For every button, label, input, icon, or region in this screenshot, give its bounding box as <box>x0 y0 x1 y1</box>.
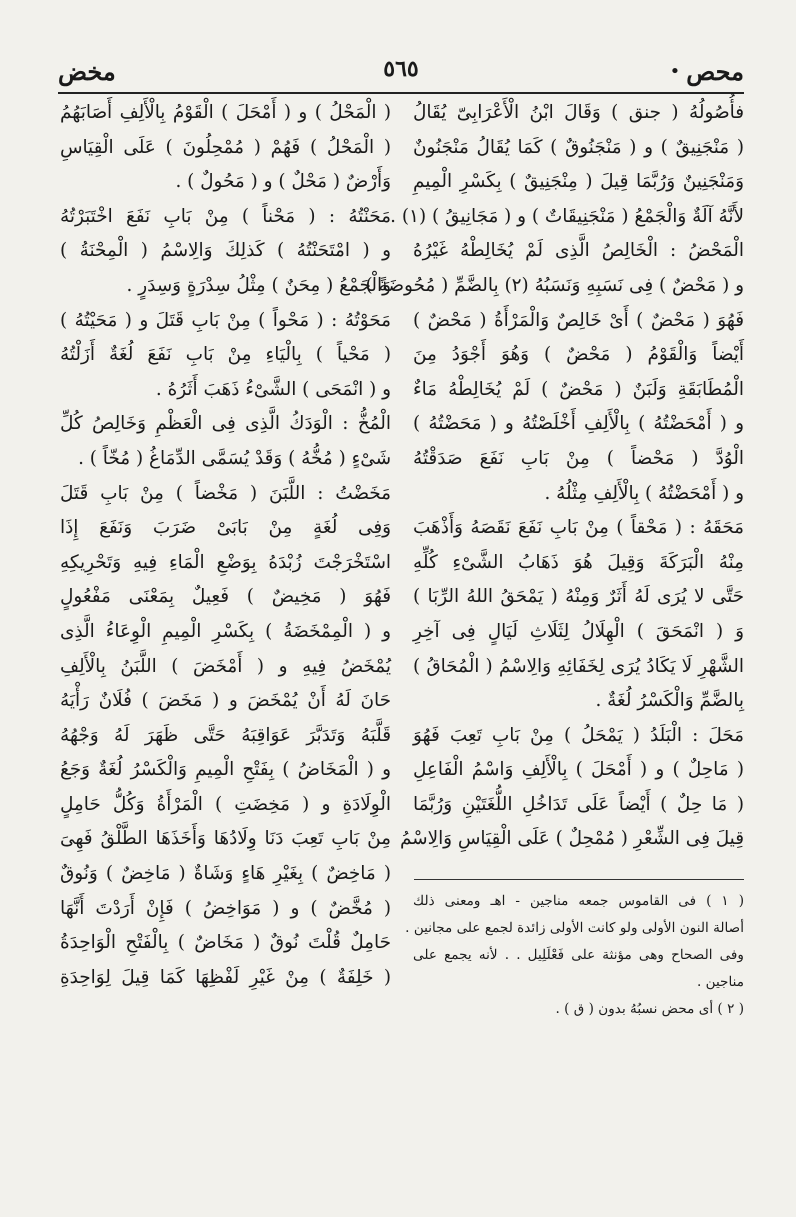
footnotes <box>405 888 744 1023</box>
text-line: وَأَرْضٌ ( مَحْلٌ ) و ( مَحُولٌ ) . <box>175 171 391 193</box>
header-word-right: محص <box>686 56 744 86</box>
text-line: ( مَاحِلٌ ) و ( أَمْحَلَ ) بِالْأَلِفِ وَاسْمُ الْفَاعِلِ <box>413 759 744 781</box>
text-line: اسْتَخْرَجْتَ زُبْدَهُ بِوَضْعِ الْمَاءِ فِيهِ وَتَحْرِيكِهِ <box>60 551 391 573</box>
text-line: حَامِلٌ قُلْتَ نُوقٌ ( مَخَاضٌ ) بِالْفَتْحِ الْوَاحِدَةُ <box>60 932 391 954</box>
footnote-divider <box>414 879 744 880</box>
text-line: مِنْهُ الْبَرَكَةَ وَقِيلَ هُوَ ذَهَابُ الشَّىْءِ كُلِّهِ <box>413 551 744 573</box>
text-line: الْمُخُّ : الْوَدَكُ الَّذِى فِى الْعَظْمِ وَخَالِصُ كُلِّ <box>60 413 391 435</box>
text-line: ( الْمَحْلُ ) فَهُمْ ( مُمْحِلُونَ ) عَلَى الْقِيَاسِ <box>60 136 391 158</box>
text-line: مَخَضْتُ : اللَّبَنَ ( مَخْضاً ) مِنْ بَابِ قَتَلَ <box>60 482 391 504</box>
text-line: أَيْضاً وَالْقَوْمُ ( مَحْضٌ ) وَهُوَ أَجْوَدُ مِنَ <box>413 344 744 366</box>
text-line: الْمَحْضُ : الْخَالِصُ الَّذِى لَمْ يُخَالِطْهُ غَيْرُهُ <box>413 240 744 262</box>
text-line: شَىْءٍ ( مُخُّهُ ) وَقَدْ يُسَمَّى الدِّمَاغُ ( مُخّاً ) . <box>78 447 391 469</box>
text-line: فأُصُولُهُ ( جنق ) وَقَالَ ابْنُ الْأَعْرَابِىّ يُقَالُ <box>413 102 744 123</box>
text-line: يُمْخَضُ فِيهِ و ( أَمْخَضَ ) اللَّبَنُ بِالْأَلِفِ <box>60 655 391 677</box>
text-line: الْوِلَادَةِ و ( مَخِضَتِ ) الْمَرْأَةُ وَكُلُّ حَامِلٍ <box>60 793 391 815</box>
left-column <box>60 96 391 1023</box>
text-line: بِالضَّمِّ وَالْكَسْرُ لُغَةٌ . <box>595 690 744 712</box>
text-line: قِيلَ فِى الشِّعْرِ ( مُمْحِلٌ ) عَلَى الْقِيَاسِ وَالِاسْمُ <box>399 828 744 850</box>
text-line: حَانَ لَهُ أَنْ يُمْخَضَ و ( مَخَضَ ) فُلَانٌ رَأْيَهُ <box>60 690 391 712</box>
footnote-line: مناجين . <box>696 974 744 991</box>
page-header <box>58 50 744 94</box>
text-line: مَحَنْتُهُ : ( مَحْناً ) مِنْ بَابِ نَفَعَ اخْتَبَرْتُهُ <box>60 205 391 227</box>
text-line: وَالْجَمْعُ ( مِحَنٌ ) مِثْلُ سِدْرَةٍ وَسِدَرٍ . <box>126 274 391 296</box>
page-number: ٥٦٥ <box>383 56 419 82</box>
text-line: وَفِى لُغَةٍ مِنْ بَابَىْ ضَرَبَ وَنَفَعَ إِذَا <box>60 517 391 539</box>
text-line: ( مُخَّضٌ ) و ( مَوَاخِضُ ) فَإِنْ أَرَدْتَ أَنَّهَا <box>60 897 391 919</box>
text-line: مَحَلَ : الْبَلَدُ ( يَمْحَلُ ) مِنْ بَابِ تَعِبَ فَهُوَ <box>413 724 744 746</box>
text-line: ( مَا حِلٌ ) أَيْضاً عَلَى تَدَاخُلِ اللُّغَتَيْنِ وَرُبَّمَا <box>413 793 744 815</box>
header-word-left: مخض <box>58 56 116 86</box>
text-line: و ( الْمِمْخَضَةُ ) بِكَسْرِ الْمِيمِ الْوِعَاءُ الَّذِى <box>60 620 391 642</box>
text-columns <box>58 96 744 1023</box>
right-column <box>365 96 744 1023</box>
footnote-line: وفى الصحاح وهى مؤنثة على فَعْلَلِيل . . لأنه يجمع على <box>413 947 744 964</box>
text-line: لأَنَّهُ آلَةٌ وَالْجَمْعُ ( مَنْجَنِيقَاتٌ ) و ( مَجَانِيقُ ) (١) . <box>390 205 744 227</box>
text-line: الشَّهْرِ لَا يَكَادُ يُرَى لِخَفَائِهِ وَالِاسْمُ ( الْمُحَاقُ ) <box>413 655 744 677</box>
left-column-lines <box>60 96 391 995</box>
text-line: ( الْمَحْلُ ) و ( أَمْحَلَ ) الْقَوْمُ بِالْأَلِفِ أَصَابَهُمُ <box>60 102 391 123</box>
text-line: ( مَنْجَنِيقٌ ) و ( مَنْجَنُوقٌ ) كَمَا يُقَالُ مَنْجَنُونٌ <box>413 136 744 158</box>
header-mark: • <box>669 60 681 82</box>
text-line: و ( أَمْحَضْتُهُ ) بِالْأَلِفِ مِثْلُهُ . <box>544 482 744 504</box>
text-line: الْوُدَّ ( مَحْضاً ) مِنْ بَابِ نَفَعَ صَدَقْتُهُ <box>413 447 744 469</box>
text-line: ( خَلِفَةٌ ) مِنْ غَيْرِ لَفْظِهَا كَمَا قِيلَ لِوَاحِدَةِ <box>60 966 391 988</box>
right-column-lines <box>365 96 744 857</box>
text-line: و ( امْتَحَنْتُهُ ) كَذلِكَ وَالِاسْمُ ( الْمِحْنَةُ ) <box>60 240 391 262</box>
text-line: و ( أَمْحَضْتُهُ ) بِالْأَلِفِ أَخْلَصْتُهُ و ( مَحَضْتُهُ ) <box>413 413 744 435</box>
text-line: مَحَوْتُهُ : ( مَحْواً ) مِنْ بَابِ قَتَلَ و ( مَحَيْتُهُ ) <box>60 309 391 331</box>
text-line: مِنْ بَابِ تَعِبَ دَنَا وِلَادُهَا وَأَخَذَهَا الطَّلْقُ فَهِىَ <box>60 828 391 850</box>
text-line: و ( انْمَحَى ) الشَّىْءُ ذَهَبَ أَثَرُهُ . <box>155 378 391 400</box>
text-line: قَلَّبَهُ وَتَدَبَّرَ عَوَاقِبَهُ حَتَّى ظَهَرَ لَهُ وَجْهُهُ <box>60 724 391 746</box>
text-line: ( مَحْياً ) بِالْيَاءِ مِنْ بَابِ نَفَعَ لُغَةٌ أَزَلْتُهُ <box>60 344 391 366</box>
text-line: ( مَاخِضٌ ) بِغَيْرِ هَاءٍ وَشَاةٌ ( مَاخِضٌ ) وَنُوقٌ <box>60 863 391 885</box>
text-line: فَهُوَ ( مَحْضٌ ) أَىْ خَالِصٌ وَالْمَرْأَةُ ( مَحْضٌ ) <box>413 309 744 331</box>
text-line: الْمُطَابَقَةِ وَلَبَنٌ ( مَحْضٌ ) لَمْ يُخَالِطْهُ مَاءٌ <box>413 378 744 400</box>
text-line: حَتَّى لا يُرَى لَهُ أَثَرٌ وَمِنْهُ ( يَمْحَقُ اللهُ الرِّبَا ) <box>413 586 744 608</box>
text-line: و ( الْمَخَاضُ ) بِفَتْحِ الْمِيمِ وَالْكَسْرُ لُغَةٌ وَجَعُ <box>60 759 391 781</box>
footnote-line: ( ١ ) فى القاموس جمعه مناجين - اهـ ومعنى ذلك <box>413 893 744 910</box>
text-line: وَمَنْجَنِينٌ وَرُبَّمَا قِيلَ ( مِنْجَنِيقٌ ) بِكَسْرِ الْمِيمِ <box>413 171 744 193</box>
footnote-line: ( ٢ ) أى محض نسبُهُ بدون ( ق ) . <box>555 1001 744 1018</box>
text-line: فَهُوَ ( مَخِيضٌ ) فَعِيلٌ بِمَعْنَى مَفْعُولٍ <box>60 586 391 608</box>
text-line: مَحَقَهُ : ( مَحْقاً ) مِنْ بَابِ نَفَعَ نَقَصَهُ وَأَذْهَبَ <box>413 517 744 539</box>
header-right-keyword <box>670 57 744 86</box>
text-line: وَ ( انْمَحَقَ ) الْهِلَالُ لِثَلَاثِ لَيَالٍ فِى آخِرِ <box>413 620 744 642</box>
footnote-line: أصالة النون الأولى ولو كانت الأولى زائدة لجمع على مجانين . <box>405 920 744 937</box>
text-line: و ( مَحْضٌ ) فِى نَسَبِهِ وَنَسَبُهُ (٢) بِالضَّمِّ ( مُحُوضَةً ) <box>365 274 744 296</box>
